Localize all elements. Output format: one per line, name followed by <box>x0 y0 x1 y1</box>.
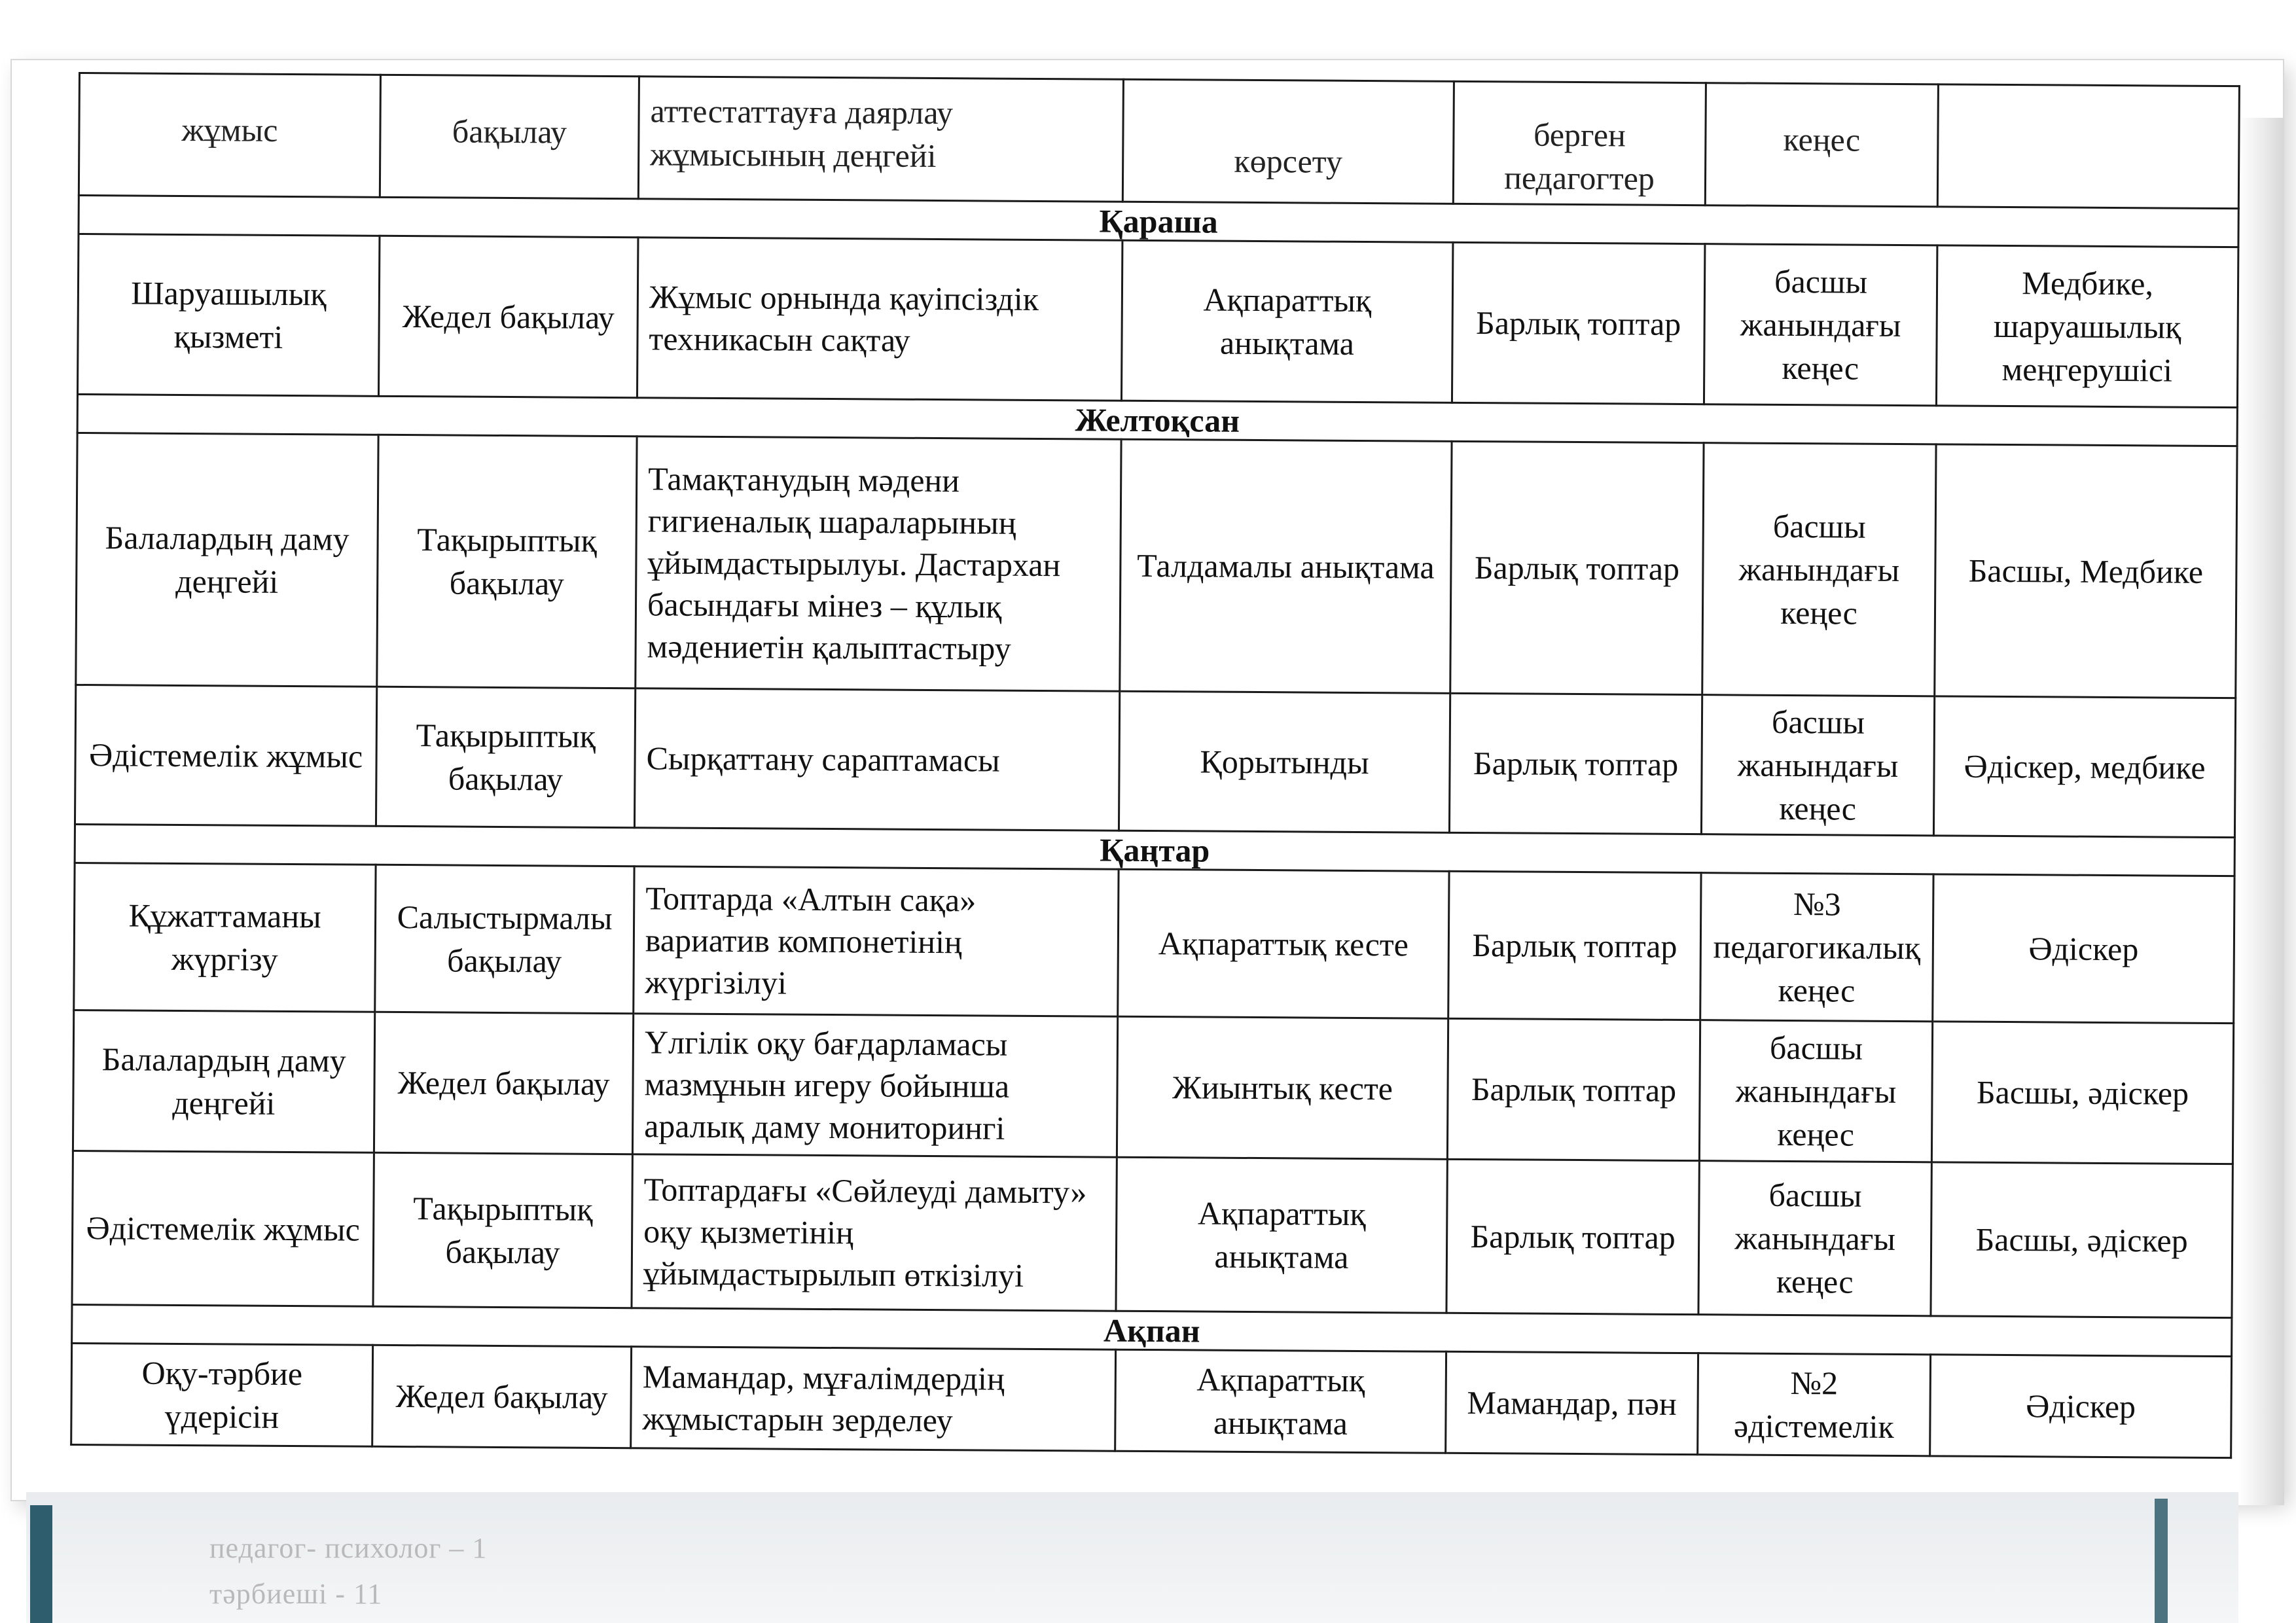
header-cell-6: кеңес <box>1705 83 1938 207</box>
month-label: Қаңтар <box>75 824 2234 876</box>
footer-ghost-line-2: тәрбиеші - 11 <box>209 1578 383 1610</box>
table-cell: Басшы, әдіскер <box>1931 1022 2233 1164</box>
header-cell-5: берген педагогтер <box>1453 81 1706 205</box>
table-cell: Мамандар, пән <box>1446 1351 1698 1454</box>
footer-ghost-line-1: педагог- психолог – 1 <box>209 1532 488 1564</box>
table-cell: Мамандар, мұғалімдердің жұмыстарын зерделеу <box>631 1347 1116 1452</box>
table-cell: Тақырыптық бақылау <box>376 687 635 827</box>
table-cell: Барлық топтар <box>1446 1159 1699 1314</box>
header-cell-4: көрсету <box>1122 79 1454 204</box>
table-cell: Жедел бақылау <box>378 236 637 397</box>
table-cell: Медбике, шаруашылық меңгерушісі <box>1936 245 2238 408</box>
table-cell: Сырқаттану сараптамасы <box>634 688 1119 831</box>
table-cell: Балалардың даму деңгейі <box>76 433 378 687</box>
header-cell-2: бақылау <box>380 75 639 198</box>
table-row <box>71 1343 2232 1457</box>
header-row <box>79 73 2239 209</box>
table-cell: басшы жанындағы кеңес <box>1699 1020 1932 1162</box>
table-cell: Қорытынды <box>1119 691 1450 832</box>
table-cell: Барлық топтар <box>1447 1018 1700 1160</box>
table-cell: №2 әдістемелік <box>1698 1353 1931 1456</box>
table-cell: Шаруашылық қызметі <box>77 234 379 397</box>
table-cell: Құжаттаманы жүргізу <box>74 863 376 1012</box>
table-cell: Әдіскер, медбике <box>1933 696 2235 838</box>
control-plan-table <box>70 72 2240 1459</box>
header-cell-1: жұмыс <box>79 73 380 198</box>
binding-bar-right <box>2155 1499 2168 1623</box>
table-cell: Талдамалы анықтама <box>1120 439 1452 693</box>
table-cell: басшы жанындағы кеңес <box>1704 244 1937 406</box>
header-cell-3: аттестаттауға даярлау жұмысының деңгейі <box>638 77 1123 202</box>
table-cell: Барлық топтар <box>1450 441 1704 694</box>
table-cell: Барлық топтар <box>1452 242 1704 404</box>
table-cell: Жедел бақылау <box>372 1345 632 1448</box>
table-cell: Жұмыс орнында қауіпсіздік техникасын сақтау <box>637 238 1122 401</box>
table-cell: Ақпараттық анықтама <box>1116 1157 1447 1313</box>
table-row <box>75 685 2235 837</box>
table-cell: Тақырыптық бақылау <box>373 1152 632 1308</box>
table-cell: Тамақтанудың мәдени гигиеналық шараларының ұйымдастырылуы. Дастархан басындағы мінез – құлық мәдениетін қалыптастыру <box>636 437 1121 692</box>
header-cell-7 <box>1937 84 2239 209</box>
table-cell: Әдіскер <box>1930 1355 2232 1458</box>
table-cell: Әдіскер <box>1933 874 2234 1024</box>
month-label: Желтоқсан <box>77 395 2237 446</box>
table-cell: Барлық топтар <box>1449 693 1702 834</box>
table-cell: Әдістемелік жұмыс <box>72 1150 374 1306</box>
table-cell: Топтарда «Алтын сақа» вариатив компонетінің жүргізілуі <box>634 866 1119 1017</box>
table-row <box>77 234 2238 408</box>
table-cell: Басшы, әдіскер <box>1931 1162 2233 1318</box>
table-cell: Тақырыптық бақылау <box>377 435 637 688</box>
page-edge-shadow <box>2238 118 2284 1505</box>
table-cell: Оқу-тәрбие үдерісін <box>71 1343 373 1446</box>
table-row <box>73 1010 2233 1164</box>
table-cell: Ақпараттық анықтама <box>1115 1349 1446 1453</box>
month-label: Ақпан <box>72 1304 2232 1356</box>
table-cell: Ақпараттық кесте <box>1118 869 1449 1018</box>
table-cell: Үлгілік оқу бағдарламасы мазмұнын игеру бойынша аралық даму мониторингі <box>632 1014 1117 1158</box>
table-cell: Жиынтық кесте <box>1117 1016 1448 1159</box>
table-row <box>72 1150 2233 1317</box>
month-label: Қараша <box>79 196 2238 247</box>
table-cell: Салыстырмалы бақылау <box>375 865 634 1013</box>
table-cell: Барлық топтар <box>1448 871 1701 1020</box>
binding-bar-left <box>30 1505 52 1623</box>
table-row <box>76 433 2237 698</box>
table-cell: Топтардағы «Сөйлеуді дамыту» оқу қызметінің ұйымдастырылып өткізілуі <box>632 1154 1117 1311</box>
table-cell: басшы жанындағы кеңес <box>1698 1161 1931 1316</box>
table-cell: басшы жанындағы кеңес <box>1702 443 1936 696</box>
table-cell: Балалардың даму деңгейі <box>73 1010 374 1152</box>
table-cell: Ақпараттық анықтама <box>1121 240 1452 402</box>
table-cell: №3 педагогикалық кеңес <box>1700 873 1933 1022</box>
table-row <box>74 863 2234 1023</box>
table-cell: Басшы, Медбике <box>1935 444 2237 698</box>
table-cell: басшы жанындағы кеңес <box>1701 695 1934 836</box>
table-cell: Жедел бақылау <box>374 1012 633 1154</box>
table-cell: Әдістемелік жұмыс <box>75 685 376 826</box>
